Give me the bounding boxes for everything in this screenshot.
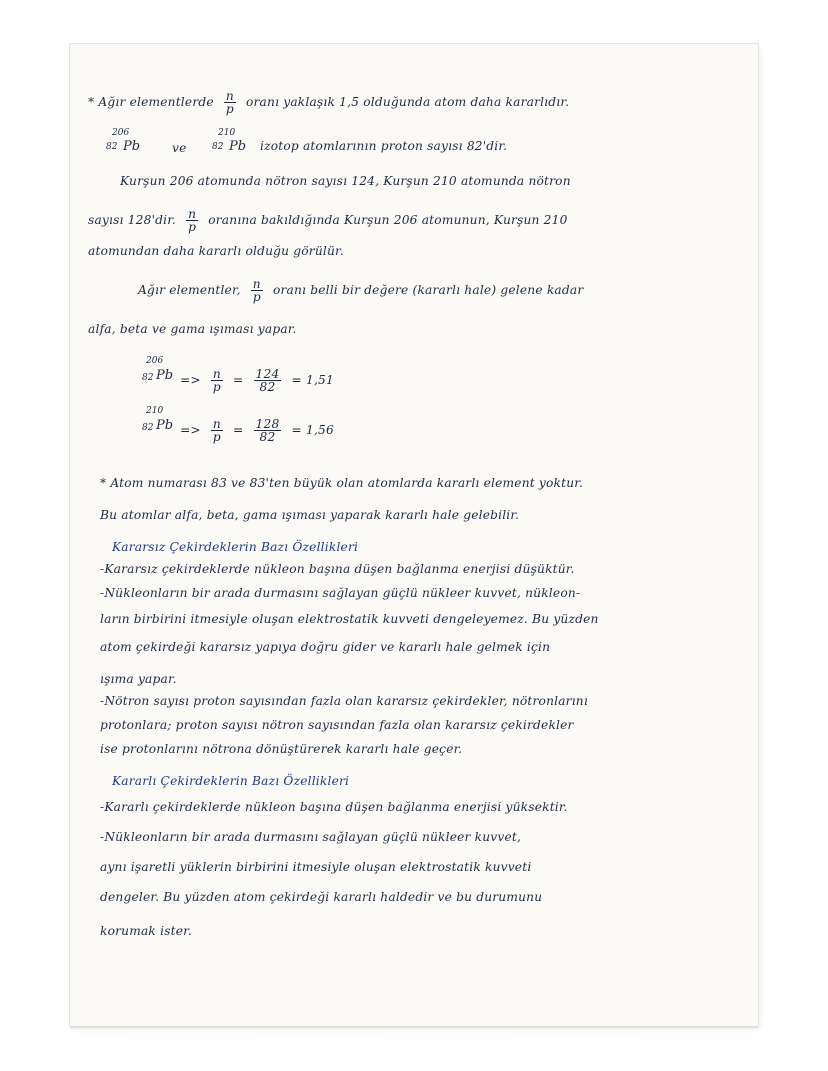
- line-22: -Nükleonların bir arada durmasını sağlayan güçlü nükleer kuvvet,: [100, 830, 522, 844]
- text-segment: oranına bakıldığında Kurşun 206 atomunun, Kurşun 210: [208, 213, 568, 227]
- nuclide-pb-206: 206 82 Pb: [106, 128, 141, 154]
- heading-stable-nuclei: Kararlı Çekirdeklerin Bazı Özellikleri: [112, 774, 350, 788]
- notebook-page: [70, 44, 758, 1026]
- text-segment: Ağır elementler,: [138, 283, 241, 297]
- line-24: dengeler. Bu yüzden atom çekirdeği kararlı haldedir ve bu durumunu: [100, 890, 543, 904]
- line-25: korumak ister.: [100, 924, 192, 938]
- line-16: atom çekirdeği kararsız yapıya doğru gider ve kararlı hale gelmek için: [100, 640, 551, 654]
- line-23: aynı işaretli yüklerin birbirini itmesiyle oluşan elektrostatik kuvveti: [100, 860, 532, 874]
- line-7: alfa, beta ve gama ışıması yapar.: [88, 322, 297, 336]
- line-3: Kurşun 206 atomunda nötron sayısı 124, Kurşun 210 atomunda nötron: [120, 174, 571, 188]
- line-13: -Kararsız çekirdeklerde nükleon başına düşen bağlanma enerjisi düşüktür.: [100, 562, 575, 576]
- text-segment: oranı yaklaşık 1,5 olduğunda atom daha kararlıdır.: [245, 95, 570, 109]
- line-5: atomundan daha kararlı olduğu görülür.: [88, 244, 344, 258]
- fraction-n-over-p: $\frac{n}{p}$: [225, 89, 234, 116]
- nuclide-pb-206-calc: 206 82 Pb: [142, 356, 174, 383]
- line-19: ise protonlarını nötrona dönüştürerek kararlı hale geçer.: [100, 742, 463, 756]
- nuclide-pb-210-calc: 210 82 Pb: [142, 406, 174, 433]
- fraction-n-over-p: $\frac{n}{p}$: [188, 207, 197, 234]
- line-21: -Kararlı çekirdeklerde nükleon başına düşen bağlanma enerjisi yüksektir.: [100, 800, 568, 814]
- fraction-n-over-p: $\frac{n}{p}$: [212, 367, 221, 394]
- text-segment: oranı belli bir değere (kararlı hale) gelene kadar: [272, 283, 584, 297]
- line-18: protonlara; proton sayısı nötron sayısından fazla olan kararsız çekirdekler: [100, 718, 574, 732]
- text-segment: * Ağır elementlerde: [88, 95, 214, 109]
- calc-1: => $\frac{n}{p}$ = $\frac{124}{82}$ = 1,51: [180, 367, 334, 394]
- line-6: [138, 278, 583, 303]
- calc-2: => $\frac{n}{p}$ = $\frac{128}{82}$ = 1,56: [180, 417, 334, 444]
- nuclide-pb-210: 210 82 Pb: [212, 128, 247, 154]
- heading-unstable-nuclei: Kararsız Çekirdeklerin Bazı Özellikleri: [112, 540, 359, 554]
- line-1: [88, 90, 569, 115]
- fraction-128-over-82: $\frac{128}{82}$: [255, 417, 280, 444]
- line-2: izotop atomlarının proton sayısı 82'dir.: [260, 139, 508, 153]
- line-10: * Atom numarası 83 ve 83'ten büyük olan atomlarda kararlı element yoktur.: [100, 476, 584, 490]
- line-4: [88, 208, 568, 233]
- line-17: ışıma yapar.: [100, 672, 177, 686]
- text-segment: sayısı 128'dir.: [88, 213, 177, 227]
- line-15: ların birbirini itmesiyle oluşan elektrostatik kuvveti dengeleyemez. Bu yüzden: [100, 612, 599, 626]
- line-14: -Nükleonların bir arada durmasını sağlayan güçlü nükleer kuvvet, nükleon-: [100, 586, 581, 600]
- fraction-n-over-p: $\frac{n}{p}$: [252, 277, 261, 304]
- fraction-124-over-82: $\frac{124}{82}$: [255, 367, 280, 394]
- conjunction: ve: [172, 141, 187, 155]
- line-17b: -Nötron sayısı proton sayısından fazla olan kararsız çekirdekler, nötronlarını: [100, 694, 588, 708]
- fraction-n-over-p: $\frac{n}{p}$: [212, 417, 221, 444]
- line-11: Bu atomlar alfa, beta, gama ışıması yaparak kararlı hale gelebilir.: [100, 508, 520, 522]
